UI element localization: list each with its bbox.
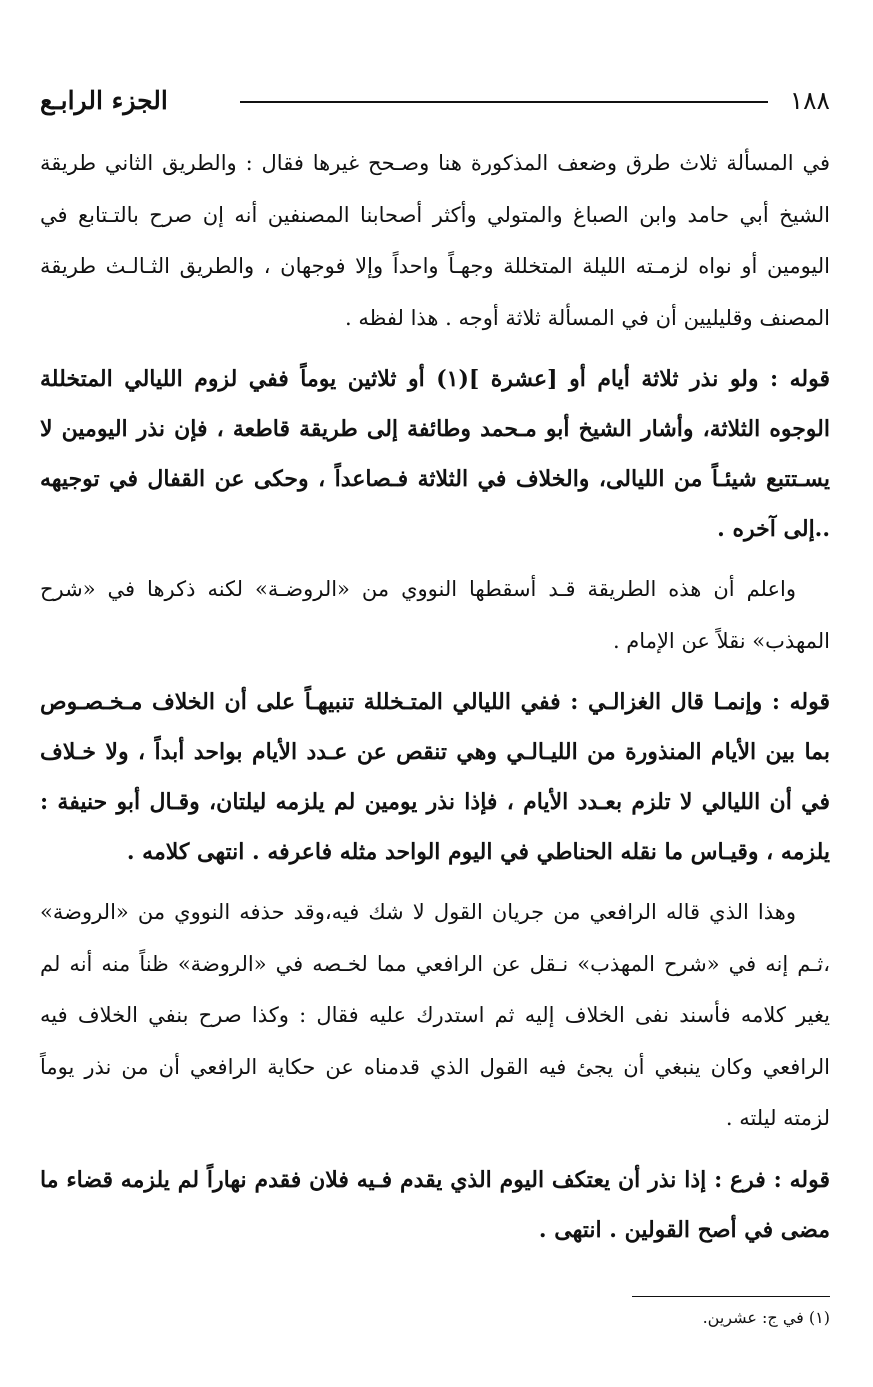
running-title: الجزء الرابـع <box>40 86 168 115</box>
paragraph-5: وهذا الذي قاله الرافعي من جريان القول لا شك فيه،وقد حذفه النووي من «الروضة» ،ثـم إنه في «شرح المهذب» نـقل عن الرافعي مما لخـصه في «الروضة» ظناً منه أنه لم يغير كلامه فأسند نفى الخلاف إليه ثم استدرك عليه فقال : وكذا صرح بنفي الخلاف فيه الرافعي وكان ينبغي أن يجئ فيه القول الذي قدمناه عن حكاية الرافعي أن من نذر يوماً لزمته ليلته . <box>40 900 830 1130</box>
paragraph-3: واعلم أن هذه الطريقة قـد أسقطها النووي من «الروضـة» لكنه ذكرها في «شرح المهذب» نقلاً عن الإمام . <box>40 577 830 653</box>
page-number: ١٨٨ <box>789 86 830 115</box>
paragraph-2-quote: قوله : ولو نذر ثلاثة أيام أو [عشرة ](١) أو ثلاثين يوماً ففي لزوم الليالي المتخللة الوجوه الثلاثة، وأشار الشيخ أبو مـحمد وطائفة إلى طريقة قاطعة ، فإن نذر اليومين لا يسـتتبع شيئـاً من الليالى، والخلاف في الثلاثة فـصاعداً ، وحكى عن القفال في توجيهه ..إلى آخره . <box>40 366 830 542</box>
paragraph-1: في المسألة ثلاث طرق وضعف المذكورة هنا وصـحح غيرها فقال : والطريق الثاني طريقة الشيخ أبي حامد وابن الصباغ والمتولي وأكثر أصحابنا المصنفين أنه إن صرح بالتـتابع في اليومين أو نواه لزمـته الليلة المتخللة وجهـاً واحداً وإلا فوجهان ، والطريق الثـالـث طريقة المصنف وقليليين أن في المسألة ثلاثة أوجه . هذا لفظه . <box>40 151 830 330</box>
paragraph-4-quote: قوله : وإنمـا قال الغزالـي : ففي الليالي المتـخللة تنبيهـاً على أن الخلاف مـخـصـوص بما بين الأيام المنذورة من الليـالـي وهي تنقص عن عـدد الأيام بواحد أبداً ، ولا خـلاف في أن الليالي لا تلزم بعـدد الأيام ، فإذا نذر يومين لم يلزمه ليلتان، وقـال أبو حنيفة : يلزمه ، وقيـاس ما نقله الحناطي في اليوم الواحد مثله فاعرفه . انتهى كلامه . <box>40 689 830 865</box>
footnote: (١) في ج: عشرين. <box>702 1308 830 1327</box>
page-header <box>40 84 830 120</box>
body-text <box>40 138 830 1265</box>
footnote-rule <box>632 1296 830 1297</box>
paragraph-6-quote: قوله : فرع : إذا نذر أن يعتكف اليوم الذي يقدم فـيه فلان فقدم نهاراً لم يلزمه قضاء ما مضى في أصح القولين . انتهى . <box>40 1166 830 1243</box>
header-rule <box>240 101 768 103</box>
